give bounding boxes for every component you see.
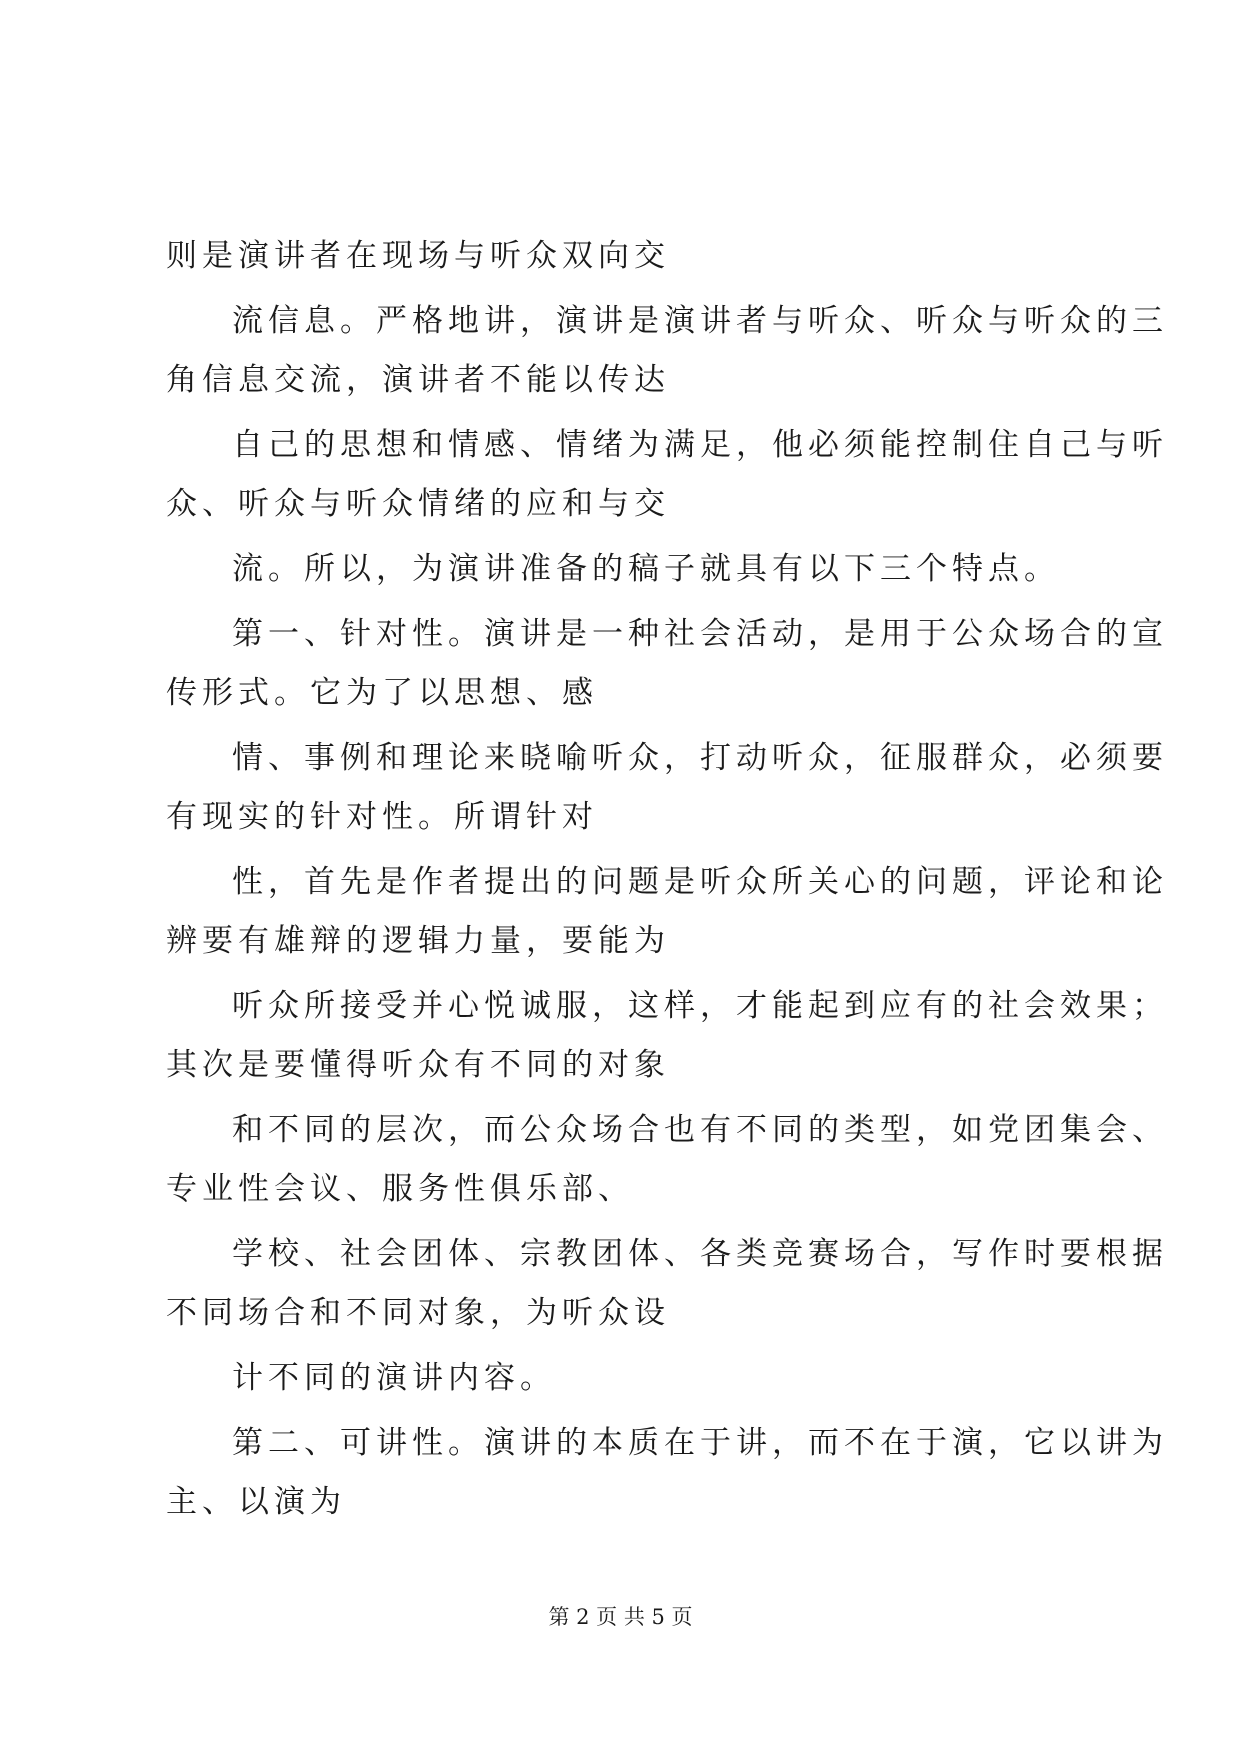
text-line: 其次是要懂得听众有不同的对象 — [166, 1047, 670, 1083]
text-line: 计不同的演讲内容。 — [232, 1360, 556, 1396]
text-line: 学校、社会团体、宗教团体、各类竞赛场合，写作时要根据 — [232, 1236, 1168, 1272]
text-line: 传形式。它为了以思想、感 — [166, 675, 598, 711]
page-footer: 第 2 页 共 5 页 — [548, 1605, 693, 1629]
text-line: 流信息。严格地讲，演讲是演讲者与听众、听众与听众的三 — [232, 303, 1168, 339]
text-line: 有现实的针对性。所谓针对 — [166, 799, 598, 835]
text-line: 角信息交流，演讲者不能以传达 — [166, 362, 670, 398]
text-line: 和不同的层次，而公众场合也有不同的类型，如党团集会、 — [232, 1112, 1168, 1148]
text-line: 听众所接受并心悦诚服，这样，才能起到应有的社会效果； — [232, 988, 1168, 1024]
text-line: 第一、针对性。演讲是一种社会活动，是用于公众场合的宣 — [232, 616, 1168, 652]
text-line: 则是演讲者在现场与听众双向交 — [166, 238, 670, 274]
text-line: 不同场合和不同对象，为听众设 — [166, 1295, 670, 1331]
text-line: 辨要有雄辩的逻辑力量，要能为 — [166, 923, 670, 959]
text-line: 性，首先是作者提出的问题是听众所关心的问题，评论和论 — [232, 864, 1168, 900]
text-line: 第二、可讲性。演讲的本质在于讲，而不在于演，它以讲为 — [232, 1425, 1168, 1461]
text-line: 主、以演为 — [166, 1484, 346, 1520]
text-line: 流。所以，为演讲准备的稿子就具有以下三个特点。 — [232, 551, 1060, 587]
text-line: 专业性会议、服务性俱乐部、 — [166, 1171, 634, 1207]
text-line: 自己的思想和情感、情绪为满足，他必须能控制住自己与听 — [232, 427, 1168, 463]
text-line: 众、听众与听众情绪的应和与交 — [166, 486, 670, 522]
text-line: 情、事例和理论来晓喻听众，打动听众，征服群众，必须要 — [232, 740, 1168, 776]
